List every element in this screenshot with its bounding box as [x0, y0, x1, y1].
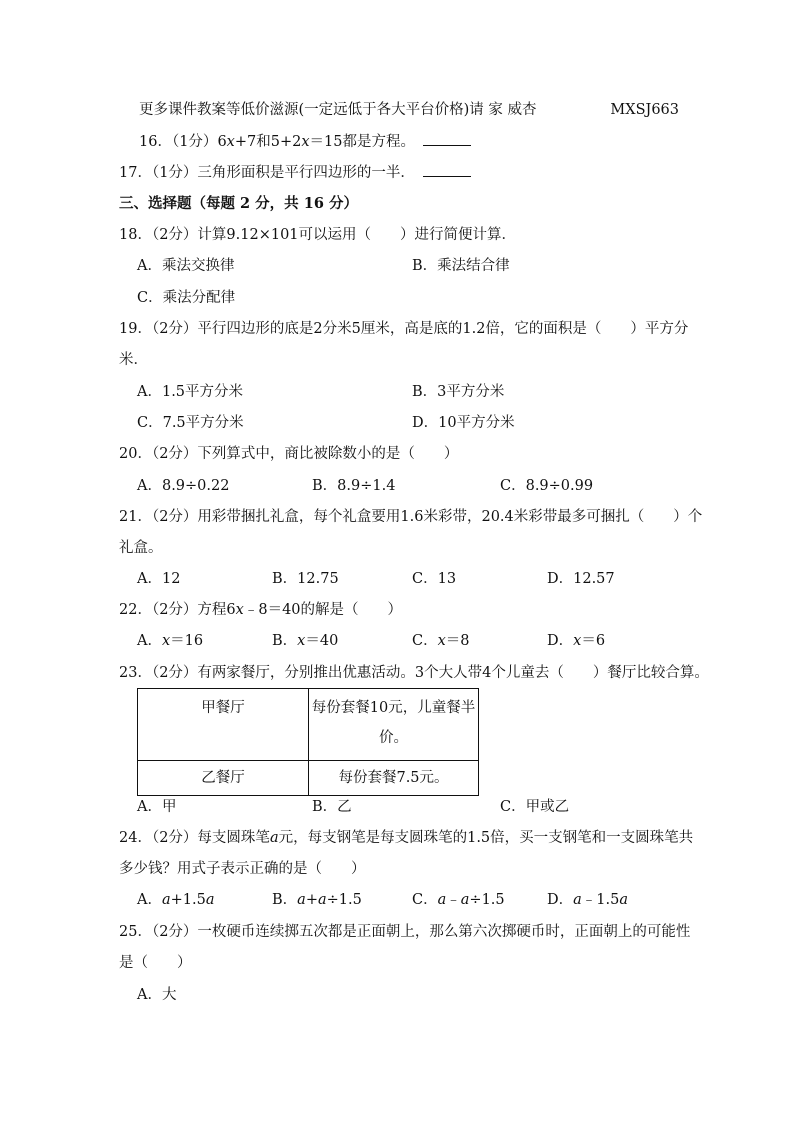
question-24-stem-cont: 多少钱？用式子表示正确的是（ ） — [119, 861, 366, 877]
option-text: ﹣1.5 — [581, 892, 620, 908]
section-title: 三、选择题（每题 2 分，共 16 分） — [119, 195, 358, 212]
q16-variable: x — [226, 134, 235, 150]
option-label: C． — [412, 892, 438, 908]
option-variable: x — [573, 633, 582, 649]
q16-text: ＝15都是方程。 — [309, 134, 415, 150]
q22-option-c[interactable] — [412, 631, 470, 651]
question-25-stem-cont: 是（ ） — [119, 955, 192, 971]
q22-text: 22．（2分）方程6 — [119, 602, 236, 618]
question-20-stem: 20．（2分）下列算式中，商比被除数小的是（ ） — [119, 446, 459, 462]
question-25-stem: 25．（2分）一枚硬币连续掷五次都是正面朝上，那么第六次掷硬币时，正面朝上的可能性 — [119, 924, 691, 940]
question-16 — [139, 131, 471, 152]
q18-option-a[interactable]: A．乘法交换律 — [137, 258, 235, 274]
question-23-stem: 23．（2分）有两家餐厅，分别推出优惠活动。3个大人带4个儿童去（ ）餐厅比较合算。 — [119, 665, 709, 681]
option-label: A． — [137, 892, 162, 908]
cell-text: 每份套餐10元，儿童餐半 — [311, 700, 476, 716]
option-value: ＝6 — [581, 633, 606, 649]
option-variable: a — [161, 892, 171, 908]
q25-option-a[interactable]: A．大 — [137, 987, 177, 1003]
answer-blank[interactable] — [423, 162, 471, 177]
option-variable: x — [161, 633, 171, 649]
option-text: ÷1.5 — [326, 892, 362, 908]
q17-stem: 17．（1分）三角形面积是平行四边形的一半． — [119, 165, 415, 181]
q20-option-b[interactable]: B．8.9÷1.4 — [312, 478, 396, 494]
q23-option-b[interactable]: B．乙 — [312, 799, 352, 815]
q22-variable: x — [235, 602, 244, 618]
option-variable: x — [437, 633, 446, 649]
q24-option-c[interactable] — [412, 890, 505, 910]
option-label: A． — [137, 633, 162, 649]
option-label: D． — [547, 892, 574, 908]
q16-number: 16． — [139, 134, 172, 150]
q21-option-c[interactable]: C．13 — [412, 571, 457, 587]
q21-option-d[interactable]: D．12.57 — [547, 571, 615, 587]
question-21-stem-cont: 礼盒。 — [119, 540, 163, 556]
option-text: +1.5 — [170, 892, 206, 908]
q19-option-b[interactable]: B．3平方分米 — [412, 384, 505, 400]
q21-option-b[interactable]: B．12.75 — [272, 571, 339, 587]
option-variable: a — [437, 892, 447, 908]
question-19-stem-cont: 米． — [119, 352, 148, 368]
option-variable: a — [205, 892, 215, 908]
table-row — [138, 689, 479, 761]
question-24-stem — [119, 828, 693, 848]
option-variable: a — [297, 892, 306, 908]
q20-option-a[interactable]: A．8.9÷0.22 — [137, 478, 230, 494]
q24-option-d[interactable] — [547, 890, 628, 910]
question-17 — [119, 162, 471, 183]
table-cell-desc — [309, 689, 479, 761]
table-cell-desc: 每份套餐7.5元。 — [309, 761, 479, 796]
q24-option-a[interactable] — [137, 890, 215, 910]
q23-option-a[interactable]: A．甲 — [137, 799, 177, 815]
q22-text: ﹣8＝40的解是（ ） — [243, 602, 403, 618]
q19-option-c[interactable]: C．7.5平方分米 — [137, 415, 244, 431]
question-21-stem: 21．（2分）用彩带捆扎礼盒，每个礼盒要用1.6米彩带，20.4米彩带最多可捆扎（ ）个 — [119, 509, 703, 525]
q24-text: 24．（2分）每支圆珠笔 — [119, 830, 270, 846]
q18-option-b[interactable]: B．乘法结合律 — [412, 258, 510, 274]
option-value: ＝40 — [305, 633, 339, 649]
question-18-stem: 18．（2分）计算9.12×101可以运用（ ）进行简便计算． — [119, 227, 517, 243]
answer-blank[interactable] — [423, 131, 471, 146]
option-value: ＝8 — [445, 633, 470, 649]
option-label: B． — [272, 892, 298, 908]
option-text: + — [305, 892, 318, 908]
q16-text: +7和5+2 — [234, 134, 302, 150]
page-header — [139, 100, 679, 120]
restaurant-table — [137, 688, 479, 796]
q24-variable: a — [269, 830, 279, 846]
header-code: MXSJ663 — [610, 102, 679, 118]
option-text: ÷1.5 — [469, 892, 505, 908]
q18-option-c[interactable]: C．乘法分配律 — [137, 290, 236, 306]
q16-variable: x — [301, 134, 310, 150]
q24-text: 元，每支钢笔是每支圆珠笔的1.5倍，买一支钢笔和一支圆珠笔共 — [278, 830, 694, 846]
q20-option-c[interactable]: C．8.9÷0.99 — [500, 478, 594, 494]
option-variable: a — [573, 892, 582, 908]
option-variable: a — [317, 892, 327, 908]
table-row — [138, 761, 479, 796]
table-cell-name: 乙餐厅 — [138, 761, 309, 796]
question-19-stem: 19．（2分）平行四边形的底是2分米5厘米，高是底的1.2倍，它的面积是（ ）平方分 — [119, 321, 689, 337]
table-cell-name: 甲餐厅 — [138, 689, 309, 761]
q22-option-b[interactable] — [272, 631, 338, 651]
option-text: ﹣ — [446, 892, 461, 908]
q22-option-a[interactable] — [137, 631, 203, 651]
option-variable: a — [619, 892, 629, 908]
option-value: ＝16 — [170, 633, 204, 649]
option-label: C． — [412, 633, 438, 649]
header-text: 更多课件教案等低价滋源(一定远低于各大平台价格)请 家 威杏 — [139, 102, 537, 118]
q22-option-d[interactable] — [547, 631, 605, 651]
option-variable: x — [297, 633, 306, 649]
q19-option-d[interactable]: D．10平方分米 — [412, 415, 515, 431]
question-22-stem — [119, 600, 402, 620]
q16-text: 6 — [217, 134, 227, 150]
option-label: B． — [272, 633, 298, 649]
cell-text: 价。 — [379, 730, 408, 746]
q16-score: （1分） — [171, 134, 218, 150]
q23-option-c[interactable]: C．甲或乙 — [500, 799, 570, 815]
q19-option-a[interactable]: A．1.5平方分米 — [137, 384, 244, 400]
option-label: D． — [547, 633, 574, 649]
q21-option-a[interactable]: A．12 — [137, 571, 181, 587]
q24-option-b[interactable] — [272, 890, 362, 910]
option-variable: a — [460, 892, 470, 908]
